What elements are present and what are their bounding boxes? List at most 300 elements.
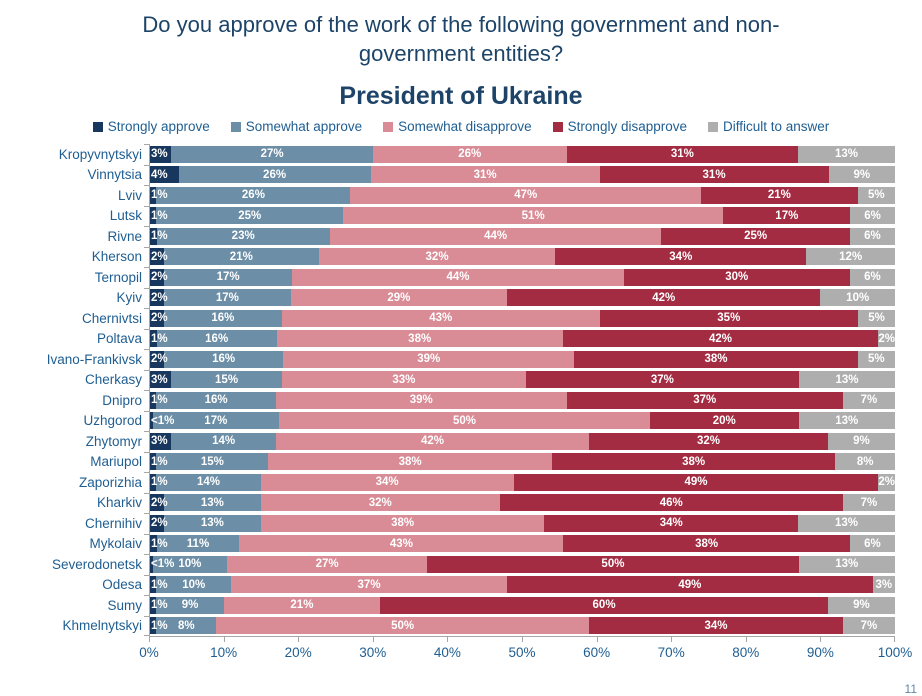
bar-value-label: 8% xyxy=(856,455,874,468)
bar-segment xyxy=(164,310,282,327)
x-axis-label: 0% xyxy=(139,645,159,661)
category-axis-tick xyxy=(144,390,149,391)
bar-segment xyxy=(843,392,895,409)
bar-value-label: 9% xyxy=(181,599,199,612)
bar-value-label: 32% xyxy=(368,496,392,509)
bar-value-label: 2% xyxy=(878,476,895,489)
chart-row xyxy=(0,431,895,452)
x-axis-tick xyxy=(820,637,821,642)
category-label: Kharkiv xyxy=(96,495,142,511)
bar-value-label: 13% xyxy=(200,517,224,530)
chart-row xyxy=(0,390,895,411)
bar-segment xyxy=(276,392,567,409)
legend-swatch-icon xyxy=(708,122,718,132)
bar-segment xyxy=(149,146,171,163)
category-axis-tick xyxy=(144,308,149,309)
category-axis-tick xyxy=(144,554,149,555)
bar-value-label: 32% xyxy=(696,435,720,448)
legend-item xyxy=(383,119,532,134)
bar-value-label: 15% xyxy=(215,373,239,386)
category-axis-tick xyxy=(144,288,149,289)
category-label: Odesa xyxy=(102,577,142,593)
chart-row xyxy=(0,165,895,186)
bar-value-label: 37% xyxy=(650,373,674,386)
bar-segment xyxy=(829,166,895,183)
legend-label: Somewhat disapprove xyxy=(398,119,532,135)
bar-value-label: 46% xyxy=(659,496,683,509)
chart-row xyxy=(0,288,895,309)
category-axis-tick xyxy=(144,267,149,268)
bar-segment xyxy=(350,187,701,204)
category-axis-tick xyxy=(144,349,149,350)
bar-value-label: 34% xyxy=(669,250,693,263)
category-label: Cherkasy xyxy=(84,372,142,388)
stacked-bar xyxy=(149,351,895,368)
bar-value-label: 7% xyxy=(860,619,878,632)
bar-value-label: 26% xyxy=(263,168,287,181)
category-axis-tick xyxy=(144,411,149,412)
bar-segment xyxy=(858,187,895,204)
bar-value-label: 15% xyxy=(200,455,224,468)
bar-value-label: 21% xyxy=(767,189,791,202)
chart-row xyxy=(0,206,895,227)
stacked-bar xyxy=(149,187,895,204)
category-label: Rivne xyxy=(107,228,142,244)
bar-value-label: 32% xyxy=(425,250,449,263)
category-axis-tick xyxy=(144,616,149,617)
bar-value-label: 21% xyxy=(229,250,253,263)
bar-value-label: 17% xyxy=(204,414,228,427)
bar-segment xyxy=(526,371,799,388)
bar-segment xyxy=(828,433,895,450)
chart-row xyxy=(0,349,895,370)
x-axis-label: 40% xyxy=(433,645,461,661)
bar-value-label: 16% xyxy=(205,332,229,345)
bar-value-label: 49% xyxy=(684,476,708,489)
bar-segment xyxy=(149,289,168,306)
category-label: Dnipro xyxy=(102,392,142,408)
bar-value-label: 2% xyxy=(151,353,168,366)
bar-value-label: 2% xyxy=(151,271,168,284)
bar-segment xyxy=(156,576,231,593)
bar-segment xyxy=(835,453,895,470)
bar-segment xyxy=(227,556,427,573)
bar-segment xyxy=(371,166,600,183)
bar-value-label: 4% xyxy=(151,168,168,181)
category-label: Ivano-Frankivsk xyxy=(46,351,142,367)
chart-row xyxy=(0,267,895,288)
bar-segment xyxy=(164,289,291,306)
bar-segment xyxy=(149,453,168,470)
bar-value-label: 2% xyxy=(151,291,168,304)
bar-segment xyxy=(806,248,895,265)
bar-segment xyxy=(567,146,798,163)
bar-segment xyxy=(279,412,650,429)
bar-segment xyxy=(878,474,895,491)
chart-legend xyxy=(0,119,922,134)
bar-value-label: 9% xyxy=(853,168,871,181)
bar-segment xyxy=(149,310,168,327)
bar-value-label: 5% xyxy=(868,312,885,325)
category-axis-tick xyxy=(144,165,149,166)
bar-value-label: 43% xyxy=(429,312,453,325)
bar-value-label: 42% xyxy=(708,332,732,345)
bar-value-label: 1% xyxy=(151,230,168,243)
category-label: Zaporizhia xyxy=(78,474,142,490)
bar-segment xyxy=(555,248,806,265)
bar-segment xyxy=(850,228,895,245)
bar-segment xyxy=(600,166,829,183)
bar-segment xyxy=(858,310,895,327)
category-axis-line xyxy=(149,144,150,636)
plot-area xyxy=(0,144,895,636)
x-axis-tick xyxy=(746,637,747,642)
stacked-bar xyxy=(149,371,895,388)
legend-label: Strongly disapprove xyxy=(567,119,687,135)
bar-value-label: 10% xyxy=(846,291,870,304)
chart-row xyxy=(0,554,895,575)
bar-value-label: 1% xyxy=(151,189,168,202)
bar-segment xyxy=(380,597,828,614)
bar-segment xyxy=(500,494,843,511)
bar-value-label: 1% xyxy=(151,332,168,345)
stacked-bar xyxy=(149,515,895,532)
x-axis-label: 70% xyxy=(657,645,685,661)
chart-row xyxy=(0,472,895,493)
bar-segment xyxy=(149,576,168,593)
bar-value-label: 42% xyxy=(420,435,444,448)
bar-value-label: 26% xyxy=(458,148,482,161)
legend-item xyxy=(708,119,829,134)
bar-segment xyxy=(514,474,879,491)
bar-value-label: <1% xyxy=(151,558,175,571)
bar-segment xyxy=(149,351,168,368)
chart-row xyxy=(0,534,895,555)
category-label: Khmelnytskyi xyxy=(62,618,142,634)
category-label: Uzhgorod xyxy=(83,413,142,429)
stacked-bar xyxy=(149,228,895,245)
bar-segment xyxy=(798,515,895,532)
bar-segment xyxy=(156,187,350,204)
bar-segment xyxy=(216,617,589,634)
bar-segment xyxy=(589,433,828,450)
bar-value-label: 2% xyxy=(151,496,168,509)
bar-value-label: 2% xyxy=(151,312,168,325)
bar-segment xyxy=(507,289,820,306)
legend-item xyxy=(93,119,210,134)
bar-segment xyxy=(277,330,563,347)
bar-value-label: 12% xyxy=(839,250,863,263)
bar-segment xyxy=(799,412,896,429)
bar-segment xyxy=(149,617,168,634)
bar-segment xyxy=(850,269,895,286)
bar-value-label: 13% xyxy=(835,517,859,530)
bar-segment xyxy=(157,228,330,245)
survey-question-title xyxy=(61,10,861,68)
bar-segment xyxy=(164,248,319,265)
x-axis-label: 20% xyxy=(284,645,312,661)
bar-segment xyxy=(843,494,895,511)
bar-segment xyxy=(149,228,168,245)
bar-segment xyxy=(507,576,873,593)
bar-segment xyxy=(268,453,551,470)
bar-value-label: 1% xyxy=(151,619,168,632)
bar-value-label: 16% xyxy=(212,353,236,366)
chart-row xyxy=(0,308,895,329)
x-axis-label: 60% xyxy=(583,645,611,661)
bar-value-label: 9% xyxy=(853,435,870,448)
stacked-bar xyxy=(149,535,895,552)
bar-segment xyxy=(319,248,555,265)
bar-value-label: 31% xyxy=(702,168,726,181)
bar-segment xyxy=(156,474,260,491)
x-axis-tick xyxy=(597,637,598,642)
legend-swatch-icon xyxy=(231,122,241,132)
survey-question-line2: government entities? xyxy=(358,41,564,67)
bar-value-label: 7% xyxy=(860,394,878,407)
bar-segment xyxy=(164,515,261,532)
bar-value-label: 6% xyxy=(864,209,881,222)
legend-swatch-icon xyxy=(553,122,563,132)
category-axis-tick xyxy=(144,513,149,514)
bar-value-label: 13% xyxy=(835,373,859,386)
x-axis-tick xyxy=(447,637,448,642)
category-label: Chernivtsi xyxy=(81,310,142,326)
chart-row xyxy=(0,513,895,534)
bar-value-label: 3% xyxy=(151,373,168,386)
chart-row xyxy=(0,575,895,596)
bar-segment xyxy=(282,371,526,388)
bar-segment xyxy=(283,351,574,368)
bar-segment xyxy=(149,248,168,265)
bar-value-label: 39% xyxy=(417,353,441,366)
bar-segment xyxy=(179,166,371,183)
bar-value-label: 38% xyxy=(704,353,728,366)
bar-segment xyxy=(858,351,895,368)
category-label: Kyiv xyxy=(116,290,142,306)
bar-value-label: 33% xyxy=(392,373,416,386)
bar-segment xyxy=(149,515,168,532)
chart-row xyxy=(0,452,895,473)
bar-value-label: 51% xyxy=(521,209,545,222)
bar-value-label: 44% xyxy=(484,230,508,243)
bar-value-label: 25% xyxy=(744,230,768,243)
bar-segment xyxy=(574,351,857,368)
bar-value-label: 3% xyxy=(151,435,168,448)
bar-segment xyxy=(171,433,275,450)
bar-segment xyxy=(149,433,171,450)
legend-item xyxy=(553,119,687,134)
bar-segment xyxy=(239,535,563,552)
bar-segment xyxy=(224,597,381,614)
bar-segment xyxy=(149,166,179,183)
bar-value-label: 38% xyxy=(391,517,415,530)
bar-value-label: 17% xyxy=(775,209,799,222)
bar-value-label: 6% xyxy=(864,271,881,284)
bar-value-label: 3% xyxy=(875,578,893,591)
bar-segment xyxy=(650,412,798,429)
bar-value-label: 43% xyxy=(389,537,413,550)
bar-segment xyxy=(171,146,372,163)
bar-segment xyxy=(820,289,895,306)
chart-row xyxy=(0,247,895,268)
category-axis-tick xyxy=(144,575,149,576)
stacked-bar xyxy=(149,289,895,306)
bar-segment xyxy=(828,597,895,614)
stacked-bar xyxy=(149,248,895,265)
bar-value-label: 29% xyxy=(387,291,411,304)
chart-row xyxy=(0,411,895,432)
bar-segment xyxy=(149,597,168,614)
bar-value-label: 49% xyxy=(678,578,702,591)
bar-value-label: 21% xyxy=(290,599,314,612)
category-label: Mykolaiv xyxy=(89,536,142,552)
bar-value-label: 10% xyxy=(178,558,202,571)
category-label: Kherson xyxy=(91,249,142,265)
bar-segment xyxy=(156,207,343,224)
bar-segment xyxy=(563,330,879,347)
bar-value-label: 50% xyxy=(601,558,625,571)
bar-value-label: 26% xyxy=(241,189,265,202)
x-axis-tick xyxy=(373,637,374,642)
bar-segment xyxy=(843,617,895,634)
bar-value-label: 14% xyxy=(212,435,236,448)
category-axis-tick xyxy=(144,185,149,186)
bar-value-label: 23% xyxy=(231,230,255,243)
bar-value-label: 1% xyxy=(151,455,168,468)
bar-segment xyxy=(600,310,859,327)
bar-value-label: 1% xyxy=(151,578,168,591)
bar-value-label: 38% xyxy=(408,332,432,345)
bar-value-label: 1% xyxy=(151,476,168,489)
bar-value-label: 10% xyxy=(182,578,206,591)
category-label: Sumy xyxy=(107,597,142,613)
legend-swatch-icon xyxy=(383,122,393,132)
bar-value-label: 38% xyxy=(398,455,422,468)
category-label: Zhytomyr xyxy=(85,433,142,449)
bar-segment xyxy=(878,330,895,347)
category-axis-tick xyxy=(144,226,149,227)
stacked-bar xyxy=(149,617,895,634)
category-label: Lutsk xyxy=(109,208,142,224)
bar-segment xyxy=(343,207,723,224)
x-axis-label: 10% xyxy=(210,645,238,661)
bar-segment xyxy=(291,289,507,306)
category-label: Vinnytsia xyxy=(87,167,142,183)
bar-segment xyxy=(850,207,895,224)
bar-value-label: 1% xyxy=(151,394,168,407)
stacked-bar xyxy=(149,474,895,491)
bar-value-label: 39% xyxy=(409,394,433,407)
category-label: Chernihiv xyxy=(84,515,142,531)
bar-segment xyxy=(563,535,849,552)
bar-value-label: 2% xyxy=(151,250,168,263)
bar-segment xyxy=(261,474,514,491)
chart-row xyxy=(0,493,895,514)
x-axis-tick xyxy=(894,637,895,642)
bar-value-label: 27% xyxy=(315,558,339,571)
page-number-fragment: 11 xyxy=(904,682,917,696)
bar-segment xyxy=(261,515,544,532)
bar-segment xyxy=(544,515,798,532)
bar-value-label: 13% xyxy=(835,558,859,571)
bar-segment xyxy=(149,187,168,204)
bar-value-label: 11% xyxy=(186,537,210,550)
bar-value-label: 13% xyxy=(835,414,859,427)
bar-value-label: 44% xyxy=(446,271,470,284)
bar-value-label: 34% xyxy=(375,476,399,489)
bar-segment xyxy=(149,269,168,286)
bar-value-label: 34% xyxy=(659,517,683,530)
bar-segment xyxy=(589,617,843,634)
bar-segment xyxy=(149,207,168,224)
stacked-bar xyxy=(149,597,895,614)
bar-value-label: 16% xyxy=(211,312,235,325)
stacked-bar xyxy=(149,330,895,347)
bar-segment xyxy=(157,330,277,347)
chart-row xyxy=(0,595,895,616)
stacked-bar xyxy=(149,166,895,183)
bar-segment xyxy=(798,146,895,163)
bar-value-label: 60% xyxy=(592,599,616,612)
stacked-bar xyxy=(149,433,895,450)
bar-segment xyxy=(723,207,850,224)
bar-value-label: 38% xyxy=(682,455,706,468)
bar-value-label: 37% xyxy=(357,578,381,591)
stacked-bar xyxy=(149,494,895,511)
bar-segment xyxy=(567,392,843,409)
bar-segment xyxy=(799,371,895,388)
category-axis-tick xyxy=(144,206,149,207)
x-axis-label: 30% xyxy=(359,645,387,661)
bar-value-label: 25% xyxy=(238,209,262,222)
bar-value-label: 7% xyxy=(860,496,878,509)
bar-segment xyxy=(873,576,895,593)
bar-value-label: 50% xyxy=(391,619,415,632)
bar-value-label: 5% xyxy=(868,189,885,202)
stacked-bar xyxy=(149,310,895,327)
bar-segment xyxy=(261,494,500,511)
bar-value-label: 50% xyxy=(452,414,476,427)
bar-value-label: 2% xyxy=(878,332,895,345)
bar-segment xyxy=(156,392,275,409)
x-axis-label: 50% xyxy=(508,645,536,661)
bar-value-label: 5% xyxy=(868,353,885,366)
bar-value-label: 30% xyxy=(725,271,749,284)
bar-value-label: 34% xyxy=(704,619,728,632)
bar-segment xyxy=(282,310,600,327)
stacked-bar xyxy=(149,269,895,286)
x-axis-label: 100% xyxy=(877,645,913,661)
bar-value-label: 2% xyxy=(151,517,168,530)
bar-segment xyxy=(661,228,849,245)
stacked-bar xyxy=(149,392,895,409)
category-axis-tick xyxy=(144,247,149,248)
bar-value-label: 16% xyxy=(204,394,228,407)
x-axis-tick xyxy=(298,637,299,642)
bar-value-label: <1% xyxy=(151,414,175,427)
bar-segment xyxy=(373,146,567,163)
chart-row xyxy=(0,370,895,391)
bar-segment xyxy=(799,556,896,573)
stacked-bar xyxy=(149,556,895,573)
bar-value-label: 42% xyxy=(652,291,676,304)
category-axis-tick xyxy=(144,493,149,494)
bar-value-label: 8% xyxy=(177,619,195,632)
stacked-bar xyxy=(149,576,895,593)
bar-segment xyxy=(164,494,261,511)
chart-row xyxy=(0,185,895,206)
